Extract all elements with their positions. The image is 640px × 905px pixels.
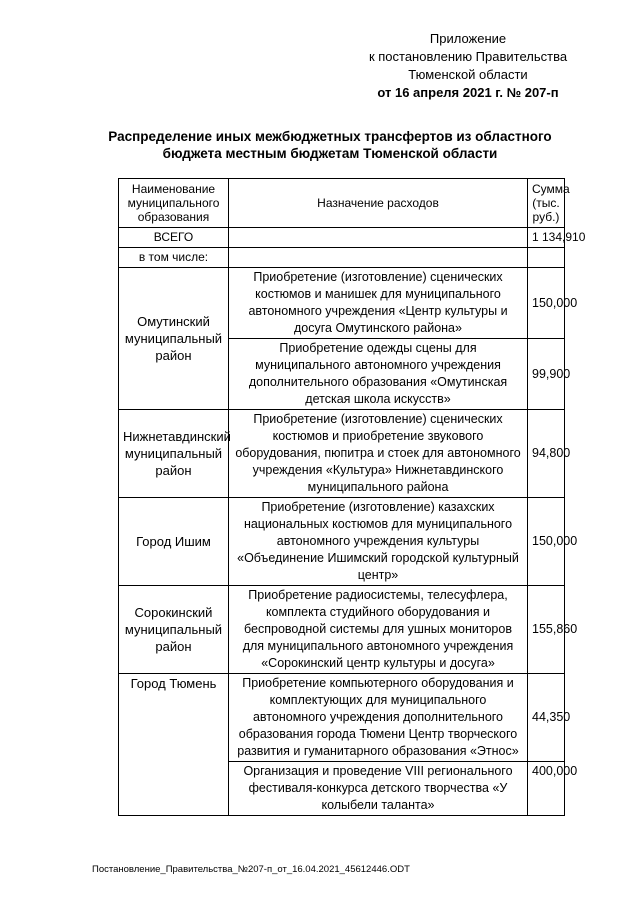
total-label: ВСЕГО — [119, 228, 229, 248]
table-row — [119, 498, 565, 586]
title-line-1: Распределение иных межбюджетных трансфертов из областного — [108, 129, 552, 144]
purpose-cell: Приобретение одежды сцены для муниципального автономного учреждения дополнительного образования «Омутинская детская школа искусств» — [229, 339, 528, 410]
purpose-cell: Приобретение (изготовление) сценических костюмов и приобретение звукового оборудования, пюпитра и стоек для автономного учреждения «Культура» Нижнетавдинского муниципального района — [229, 410, 528, 498]
municipality-cell: Омутинский муниципальный район — [119, 268, 229, 410]
table-row — [119, 674, 565, 762]
appendix-label: Приложение — [429, 31, 507, 46]
purpose-cell: Приобретение (изготовление) сценических костюмов и манишек для муниципального автономного учреждения «Центр культуры и досуга Омутинского района» — [229, 268, 528, 339]
amount-cell: 94,800 — [528, 410, 565, 498]
purpose-cell: Организация и проведение VIII регионального фестиваля-конкурса детского творчества «У колыбели таланта» — [229, 762, 528, 816]
header-sum: Сумма (тыс. руб.) — [528, 179, 565, 228]
table-row — [119, 586, 565, 674]
municipality-cell: Город Ишим — [119, 498, 229, 586]
purpose-cell: Приобретение радиосистемы, телесуфлера, комплекта студийного оборудования и беспроводной системы для ушных мониторов для муниципального автономного учреждения «Сорокинский центр культуры и досуга» — [229, 586, 528, 674]
including-empty-sum — [528, 248, 565, 268]
amount-cell: 44,350 — [528, 674, 565, 762]
title-line-2: бюджета местным бюджетам Тюменской области — [162, 146, 498, 161]
table-row — [119, 410, 565, 498]
including-empty-purpose — [229, 248, 528, 268]
total-purpose-empty — [229, 228, 528, 248]
total-row — [119, 228, 565, 248]
appendix-region: Тюменской области — [408, 67, 528, 82]
appendix-block — [340, 30, 596, 102]
amount-cell: 99,900 — [528, 339, 565, 410]
header-municipality: Наименование муниципального образования — [119, 179, 229, 228]
header-purpose: Назначение расходов — [229, 179, 528, 228]
appendix-reference: к постановлению Правительства — [368, 49, 568, 64]
including-label: в том числе: — [119, 248, 229, 268]
total-value: 1 134,910 — [528, 228, 565, 248]
table-header-row — [119, 179, 565, 228]
including-row — [119, 248, 565, 268]
allocation-table — [118, 178, 586, 816]
table-row — [119, 268, 565, 339]
amount-cell: 400,000 — [528, 762, 565, 816]
municipality-cell: Город Тюмень — [119, 674, 229, 816]
footer-filename: Постановление_Правительства_№207-п_от_16.04.2021_45612446.ODT — [92, 864, 410, 875]
amount-cell: 155,860 — [528, 586, 565, 674]
purpose-cell: Приобретение (изготовление) казахских национальных костюмов для муниципального автономного учреждения культуры «Объединение Ишимский городской культурный центр» — [229, 498, 528, 586]
amount-cell: 150,000 — [528, 268, 565, 339]
document-title — [100, 128, 560, 162]
municipality-cell: Сорокинский муниципальный район — [119, 586, 229, 674]
amount-cell: 150,000 — [528, 498, 565, 586]
purpose-cell: Приобретение компьютерного оборудования и комплектующих для муниципального автономного учреждения дополнительного образования города Тюмени Центр творческого развития и гуманитарного образования «Этнос» — [229, 674, 528, 762]
appendix-date-number: от 16 апреля 2021 г. № 207-п — [377, 85, 559, 100]
municipality-cell: Нижнетавдинский муниципальный район — [119, 410, 229, 498]
